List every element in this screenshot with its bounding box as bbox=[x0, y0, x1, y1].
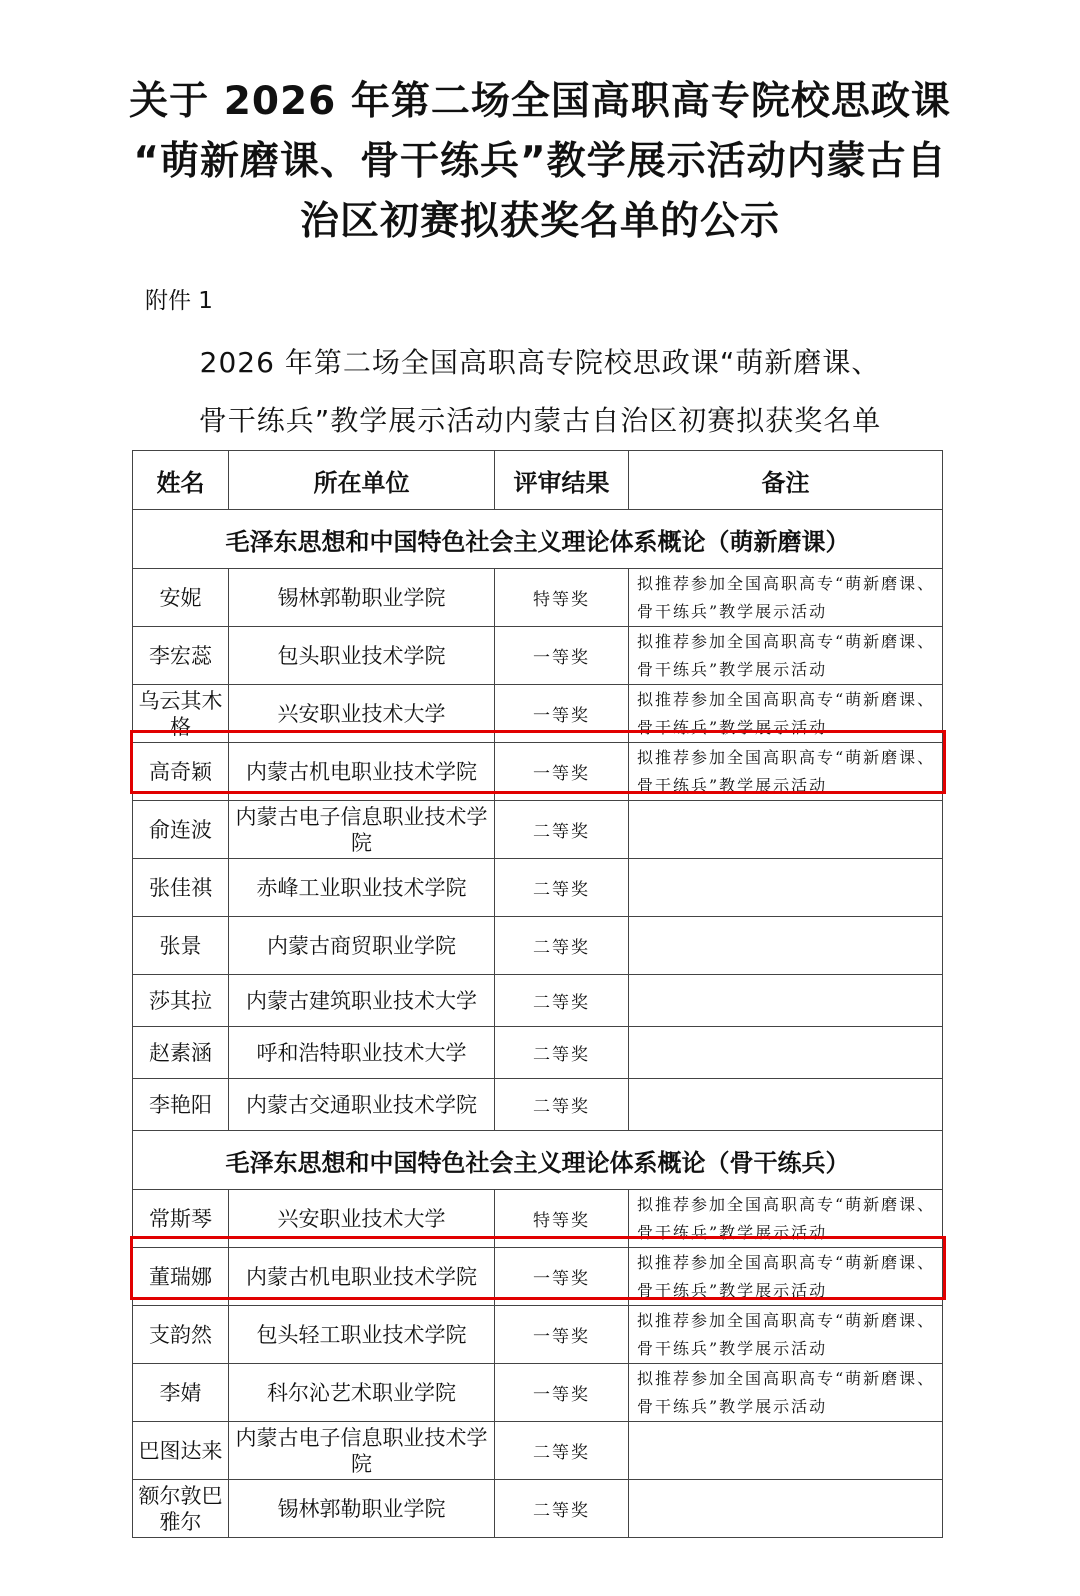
name-cell: 董瑞娜 bbox=[133, 1248, 229, 1306]
title-line: 关于 2026 年第二场全国高职高专院校思政课 bbox=[129, 79, 951, 124]
note-cell: 拟推荐参加全国高职高专“萌新磨课、骨干练兵”教学展示活动 bbox=[629, 1306, 943, 1364]
header-result: 评审结果 bbox=[495, 451, 629, 510]
result-cell: 二等奖 bbox=[495, 1422, 629, 1480]
name-cell: 李婧 bbox=[133, 1364, 229, 1422]
name-cell: 李宏蕊 bbox=[133, 627, 229, 685]
table-row bbox=[133, 627, 943, 685]
table-row bbox=[133, 917, 943, 975]
section-title: 毛泽东思想和中国特色社会主义理论体系概论（骨干练兵） bbox=[133, 1131, 943, 1190]
section-row bbox=[133, 1131, 943, 1190]
attachment-label: 附件 1 bbox=[145, 288, 213, 314]
note-cell: 拟推荐参加全国高职高专“萌新磨课、骨干练兵”教学展示活动 bbox=[629, 569, 943, 627]
name-cell: 额尔敦巴雅尔 bbox=[133, 1480, 229, 1538]
name-cell: 张景 bbox=[133, 917, 229, 975]
result-cell: 特等奖 bbox=[495, 569, 629, 627]
unit-cell: 包头轻工职业技术学院 bbox=[229, 1306, 495, 1364]
unit-cell: 锡林郭勒职业学院 bbox=[229, 569, 495, 627]
header-row bbox=[133, 451, 943, 510]
table-row bbox=[133, 1480, 943, 1538]
result-cell: 一等奖 bbox=[495, 743, 629, 801]
note-cell: 拟推荐参加全国高职高专“萌新磨课、骨干练兵”教学展示活动 bbox=[629, 1248, 943, 1306]
document-title bbox=[60, 72, 1020, 252]
header-note: 备注 bbox=[629, 451, 943, 510]
name-cell: 张佳祺 bbox=[133, 859, 229, 917]
note-cell bbox=[629, 1480, 943, 1538]
result-cell: 二等奖 bbox=[495, 1079, 629, 1131]
note-cell bbox=[629, 801, 943, 859]
result-cell: 二等奖 bbox=[495, 975, 629, 1027]
note-cell bbox=[629, 975, 943, 1027]
note-cell bbox=[629, 1422, 943, 1480]
note-cell bbox=[629, 859, 943, 917]
result-cell: 二等奖 bbox=[495, 1480, 629, 1538]
section-title: 毛泽东思想和中国特色社会主义理论体系概论（萌新磨课） bbox=[133, 510, 943, 569]
name-cell: 乌云其木格 bbox=[133, 685, 229, 743]
note-cell bbox=[629, 1079, 943, 1131]
name-cell: 赵素涵 bbox=[133, 1027, 229, 1079]
award-table bbox=[132, 450, 943, 1538]
result-cell: 二等奖 bbox=[495, 859, 629, 917]
list-subtitle bbox=[100, 334, 980, 450]
unit-cell: 内蒙古建筑职业技术大学 bbox=[229, 975, 495, 1027]
table-row bbox=[133, 1422, 943, 1480]
title-line: 治区初赛拟获奖名单的公示 bbox=[299, 199, 780, 244]
name-cell: 李艳阳 bbox=[133, 1079, 229, 1131]
result-cell: 一等奖 bbox=[495, 685, 629, 743]
result-cell: 二等奖 bbox=[495, 917, 629, 975]
unit-cell: 呼和浩特职业技术大学 bbox=[229, 1027, 495, 1079]
name-cell: 高奇颖 bbox=[133, 743, 229, 801]
table-row bbox=[133, 1306, 943, 1364]
name-cell: 支韵然 bbox=[133, 1306, 229, 1364]
subtitle-line: 骨干练兵”教学展示活动内蒙古自治区初赛拟获奖名单 bbox=[198, 404, 882, 437]
table-row bbox=[133, 569, 943, 627]
subtitle-line: 2026 年第二场全国高职高专院校思政课“萌新磨课、 bbox=[199, 346, 881, 379]
table-body bbox=[133, 510, 943, 1538]
name-cell: 安妮 bbox=[133, 569, 229, 627]
section-row bbox=[133, 510, 943, 569]
result-cell: 一等奖 bbox=[495, 1306, 629, 1364]
header-name: 姓名 bbox=[133, 451, 229, 510]
unit-cell: 科尔沁艺术职业学院 bbox=[229, 1364, 495, 1422]
unit-cell: 包头职业技术学院 bbox=[229, 627, 495, 685]
note-cell: 拟推荐参加全国高职高专“萌新磨课、骨干练兵”教学展示活动 bbox=[629, 1364, 943, 1422]
name-cell: 莎其拉 bbox=[133, 975, 229, 1027]
note-cell: 拟推荐参加全国高职高专“萌新磨课、骨干练兵”教学展示活动 bbox=[629, 1190, 943, 1248]
table-row bbox=[133, 975, 943, 1027]
table-row bbox=[133, 801, 943, 859]
note-cell: 拟推荐参加全国高职高专“萌新磨课、骨干练兵”教学展示活动 bbox=[629, 627, 943, 685]
unit-cell: 内蒙古机电职业技术学院 bbox=[229, 1248, 495, 1306]
unit-cell: 内蒙古机电职业技术学院 bbox=[229, 743, 495, 801]
result-cell: 二等奖 bbox=[495, 801, 629, 859]
table-row bbox=[133, 1079, 943, 1131]
note-cell bbox=[629, 917, 943, 975]
highlight-box bbox=[130, 730, 946, 794]
unit-cell: 内蒙古电子信息职业技术学院 bbox=[229, 801, 495, 859]
note-cell bbox=[629, 1027, 943, 1079]
note-cell: 拟推荐参加全国高职高专“萌新磨课、骨干练兵”教学展示活动 bbox=[629, 685, 943, 743]
result-cell: 特等奖 bbox=[495, 1190, 629, 1248]
unit-cell: 兴安职业技术大学 bbox=[229, 1190, 495, 1248]
highlight-box bbox=[130, 1236, 946, 1300]
table-row bbox=[133, 859, 943, 917]
result-cell: 二等奖 bbox=[495, 1027, 629, 1079]
unit-cell: 内蒙古电子信息职业技术学院 bbox=[229, 1422, 495, 1480]
table-row bbox=[133, 1027, 943, 1079]
result-cell: 一等奖 bbox=[495, 1364, 629, 1422]
name-cell: 俞连波 bbox=[133, 801, 229, 859]
unit-cell: 赤峰工业职业技术学院 bbox=[229, 859, 495, 917]
unit-cell: 锡林郭勒职业学院 bbox=[229, 1480, 495, 1538]
header-unit: 所在单位 bbox=[229, 451, 495, 510]
result-cell: 一等奖 bbox=[495, 627, 629, 685]
name-cell: 常斯琴 bbox=[133, 1190, 229, 1248]
unit-cell: 内蒙古商贸职业学院 bbox=[229, 917, 495, 975]
note-cell: 拟推荐参加全国高职高专“萌新磨课、骨干练兵”教学展示活动 bbox=[629, 743, 943, 801]
result-cell: 一等奖 bbox=[495, 1248, 629, 1306]
name-cell: 巴图达来 bbox=[133, 1422, 229, 1480]
table-row bbox=[133, 1364, 943, 1422]
unit-cell: 内蒙古交通职业技术学院 bbox=[229, 1079, 495, 1131]
title-line: “萌新磨课、骨干练兵”教学展示活动内蒙古自 bbox=[133, 139, 947, 184]
unit-cell: 兴安职业技术大学 bbox=[229, 685, 495, 743]
